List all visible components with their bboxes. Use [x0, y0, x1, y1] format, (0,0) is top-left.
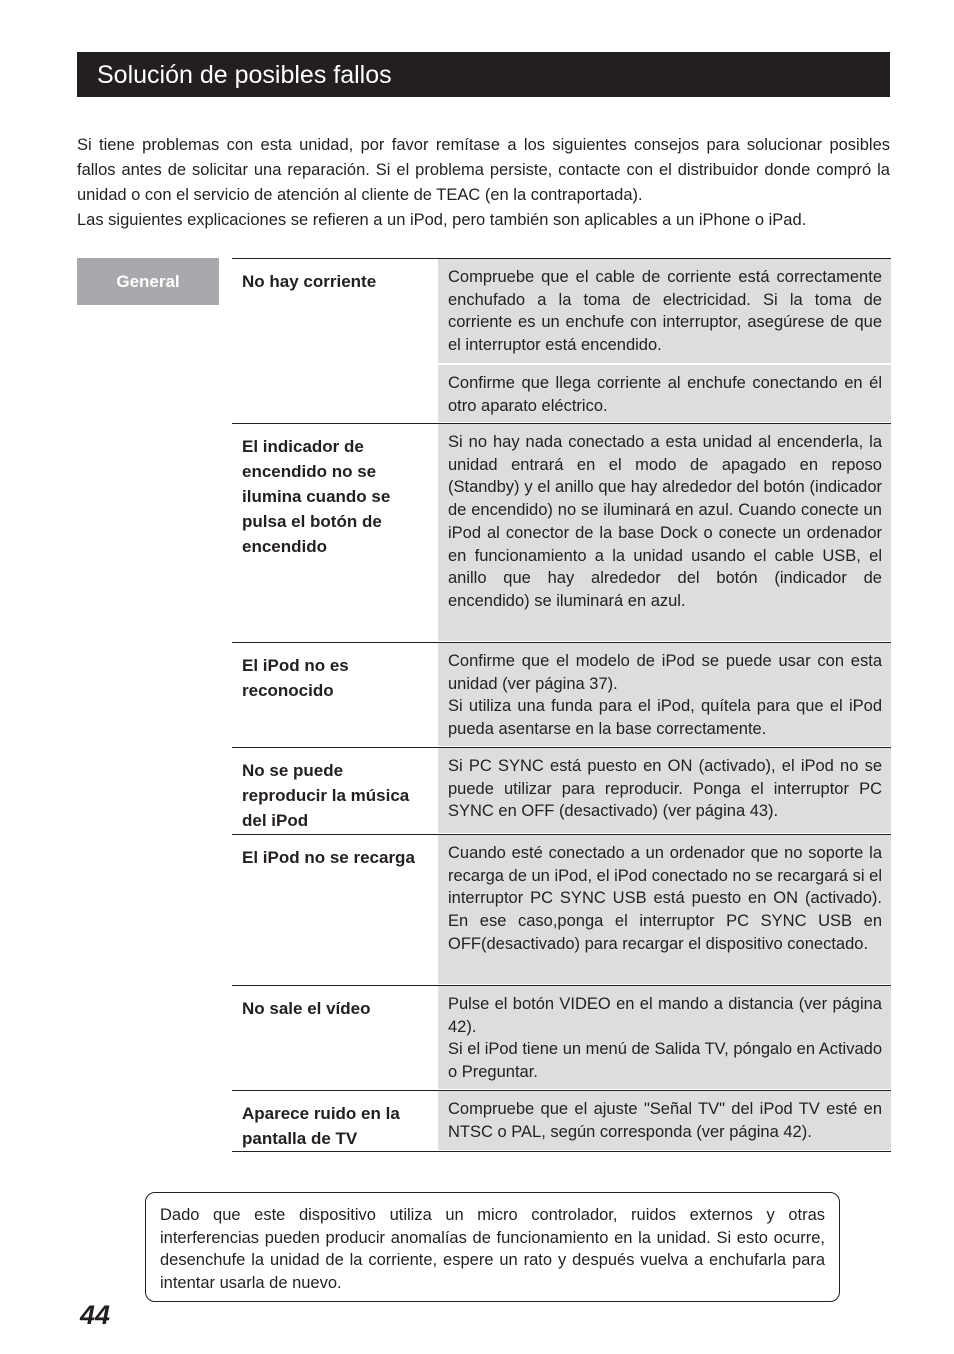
troubleshooting-table: [232, 258, 891, 1152]
problem-label: El iPod no es reconocido: [242, 656, 349, 700]
section-header: [77, 52, 890, 97]
intro-paragraph: Si tiene problemas con esta unidad, por favor remítase a los siguientes consejos para solucionar posibles fallos antes de solicitar una reparación. Si el problema persiste, contacte con el distribuidor donde compró la unidad o con el servicio de atención al cliente de TEAC (en la contraportada).: [77, 136, 890, 204]
intro-text: [77, 133, 890, 233]
table-row: [232, 748, 891, 835]
category-label: General: [77, 258, 219, 305]
solution-text: Si no hay nada conectado a esta unidad al encenderla, la unidad entrará en el modo de apagado en reposo (Standby) y el anillo que hay alrededor del botón (indicador de encendido) no se iluminará en azul. Cuando conecte un iPod al conector de la base Dock o conecte un ordenador en funcionamiento a la unidad usando el cable USB, el anillo que hay alrededor del botón (indicador de encendido) se iluminará en azul.: [438, 424, 891, 641]
solution-text: Si PC SYNC está puesto en ON (activado), el iPod no se puede utilizar para reproducir. Ponga el interruptor PC SYNC en OFF (desactivado) (ver página 43).: [438, 748, 891, 833]
solution-cell: [438, 1091, 891, 1151]
problem-label: El indicador de encendido no se ilumina cuando se pulsa el botón de encendido: [242, 437, 391, 556]
solution-cell: [438, 643, 891, 747]
solution-text: Confirme que el modelo de iPod se puede usar con esta unidad (ver página 37). Si utiliza una funda para el iPod, quítela para que el iPod pueda asentarse en la base correctamente.: [438, 643, 891, 746]
page-number: 44: [80, 1300, 111, 1330]
page-title: Solución de posibles fallos: [97, 61, 392, 89]
solution-cell: [438, 259, 891, 423]
solution-text: Compruebe que el cable de corriente está correctamente enchufado a la toma de electricidad. Si la toma de corriente es un enchufe con interruptor, asegúrese de que el interruptor está encendido.: [438, 259, 891, 363]
solution-text: Cuando esté conectado a un ordenador que no soporte la recarga de un iPod, el iPod conectado no se recargará si el interruptor PC SYNC USB está puesto en ON (activado). En ese caso,ponga el interruptor PC SYNC USB en OFF(desactivado) para recargar el dispositivo conectado.: [438, 835, 891, 984]
solution-text: Confirme que llega corriente al enchufe conectando en él otro aparato eléctrico.: [438, 363, 891, 422]
problem-label: No sale el vídeo: [242, 999, 371, 1018]
table-row: [232, 259, 891, 424]
solution-text: Compruebe que el ajuste "Señal TV" del iPod TV esté en NTSC o PAL, según corresponda (ver página 42).: [438, 1091, 891, 1150]
table-row: [232, 424, 891, 643]
solution-cell: [438, 986, 891, 1090]
solution-cell: [438, 835, 891, 985]
problem-label: El iPod no se recarga: [242, 848, 415, 867]
table-row: [232, 643, 891, 748]
table-row: [232, 835, 891, 986]
table-row: [232, 986, 891, 1091]
solution-text: Pulse el botón VIDEO en el mando a distancia (ver página 42). Si el iPod tiene un menú de Salida TV, póngalo en Activado o Preguntar.: [438, 986, 891, 1089]
solution-cell: [438, 748, 891, 834]
notice-box: [145, 1192, 840, 1302]
table-row: [232, 1091, 891, 1152]
problem-label: No hay corriente: [242, 272, 377, 291]
problem-label: Aparece ruido en la pantalla de TV: [242, 1104, 400, 1148]
solution-cell: [438, 424, 891, 642]
intro-paragraph: Las siguientes explicaciones se refieren a un iPod, pero también son aplicables a un iPhone o iPad.: [77, 211, 807, 229]
problem-label: No se puede reproducir la música del iPod: [242, 761, 410, 830]
notice-text: Dado que este dispositivo utiliza un micro controlador, ruidos externos y otras interferencias pueden producir anomalías de funcionamiento en la unidad. Si esto ocurre, desenchufe la unidad de la corriente, espere un rato y después vuelva a enchufarla para intentar usarla de nuevo.: [160, 1206, 825, 1293]
